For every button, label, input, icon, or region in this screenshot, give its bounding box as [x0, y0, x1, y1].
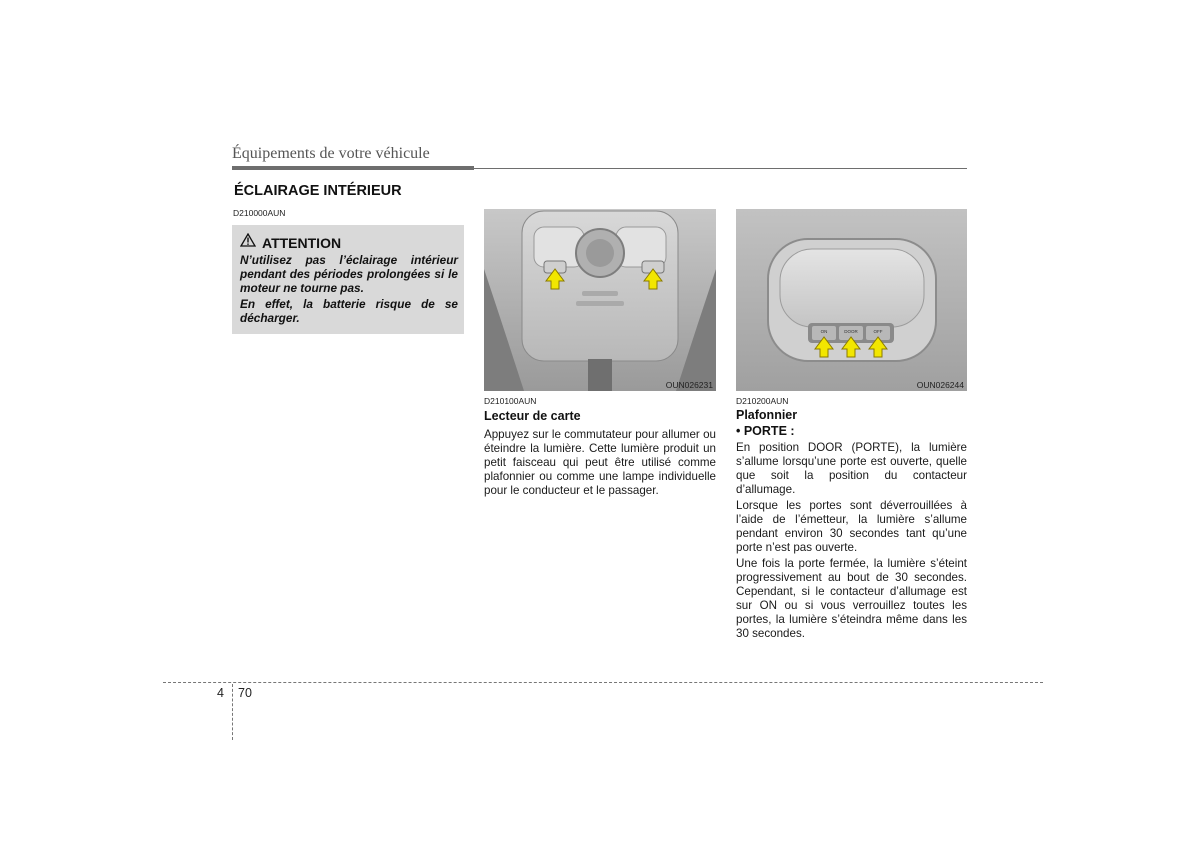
room-lamp-text: [736, 441, 967, 643]
warning-box: [232, 225, 464, 334]
switch-off-label: OFF: [873, 329, 883, 334]
room-lamp-paragraph: En position DOOR (PORTE), la lumière s’allume lorsqu’une porte est ouverte, quelle que soit la position du contacteur d’allumage.: [736, 441, 967, 496]
warning-paragraph: N’utilisez pas l’éclairage intérieur pendant des périodes prolongées si le moteur ne tourne pas.: [240, 253, 458, 295]
header-rule-bold: [232, 166, 474, 170]
chapter-number: 4: [217, 686, 224, 700]
room-lamp-photo: [736, 209, 967, 391]
footer-divider: [232, 684, 233, 740]
map-lamp-paragraph: Appuyez sur le commutateur pour allumer ou éteindre la lumière. Cette lumière produit un petit faisceau qui peut être utilisé comme plafonnier ou comme une lampe individuelle pour le conducteur et le passager.: [484, 428, 716, 497]
room-lamp-paragraph: Lorsque les portes sont déverrouillées à l’aide de l’émetteur, la lumière s’allume pendant environ 30 secondes tant qu’une porte n’est pas ouverte.: [736, 499, 967, 554]
map-lamp-photo: [484, 209, 716, 391]
photo-label: OUN026244: [916, 380, 964, 390]
map-lamp-code: D210100AUN: [484, 396, 537, 406]
room-lamp-paragraph: Une fois la porte fermée, la lumière s’éteint progressivement au bout de 30 secondes. Cependant, si le contacteur d’allumage est sur ON ou si vous verrouillez toutes les portes, la lumière s’éteindra même dans les 30 secondes.: [736, 557, 967, 640]
room-lamp-code: D210200AUN: [736, 396, 789, 406]
room-lamp-heading: Plafonnier: [736, 408, 798, 422]
section-code: D210000AUN: [233, 208, 286, 218]
room-lamp-bullet: • PORTE :: [736, 424, 795, 438]
switch-on-label: ON: [820, 329, 828, 334]
photo-label: OUN026231: [665, 380, 713, 390]
map-lamp-text: [484, 428, 716, 500]
section-title: ÉCLAIRAGE INTÉRIEUR: [234, 183, 402, 199]
warning-paragraph: En effet, la batterie risque de se décharger.: [240, 297, 458, 325]
footer-rule: [163, 682, 1043, 683]
warning-title: ATTENTION: [262, 234, 342, 251]
page-number: 70: [238, 686, 252, 700]
switch-door-label: DOOR: [844, 329, 858, 334]
map-lamp-heading: Lecteur de carte: [484, 409, 581, 423]
chapter-title: Équipements de votre véhicule: [232, 145, 430, 162]
warning-text: [240, 253, 458, 327]
header-rule-thin: [474, 168, 967, 169]
warning-triangle-icon: [240, 233, 256, 252]
